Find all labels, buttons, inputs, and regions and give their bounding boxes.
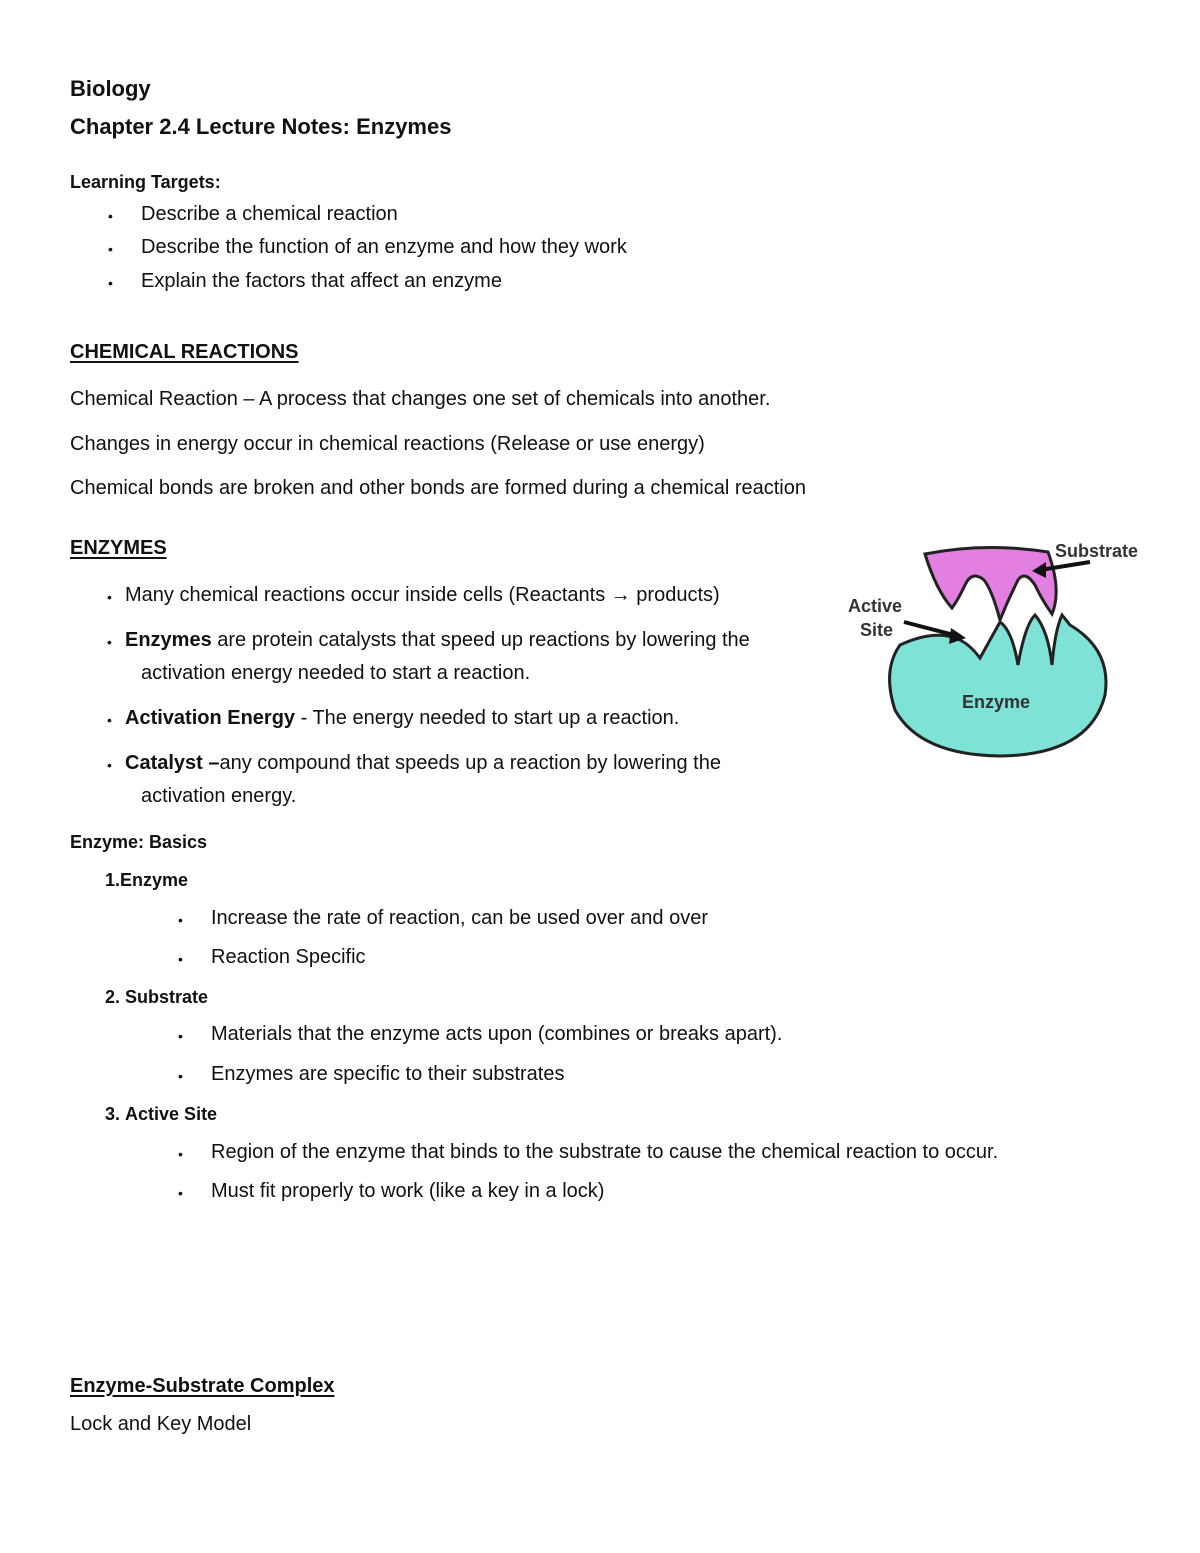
enzyme-label: Enzyme [962,692,1031,712]
term-activation-energy: Activation Energy [125,707,296,729]
list-item: Describe a chemical reaction [141,203,398,225]
course-title: Biology [70,76,151,101]
term-catalyst: Catalyst – [125,752,220,774]
basics-item-active-site [105,1104,217,1125]
active-site-label-line2: Site [860,620,894,640]
list-item: Reaction Specific [211,946,366,968]
substrate-label: Substrate [1055,541,1139,561]
chemical-reactions-heading: CHEMICAL REACTIONS [70,341,299,363]
bullet-icon: • [178,1068,183,1084]
bullet-icon: • [178,912,183,928]
list-item: Increase the rate of reaction, can be used over and over [211,907,708,929]
list-item: Describe the function of an enzyme and how they work [141,236,627,258]
list-item: Region of the enzyme that binds to the substrate to cause the chemical reaction to occur. [211,1141,999,1163]
enzymes-bullet-continuation: activation energy needed to start a reaction. [141,662,531,684]
bullet-icon: • [107,712,112,728]
active-site-label-line1: Active [848,596,903,616]
enzyme-shape [890,615,1106,756]
item-title: Enzyme [120,870,189,890]
item-number: 1. [105,870,121,890]
definition-text: - The energy needed to start up a reaction. [295,707,680,729]
item-number: 3. [105,1104,121,1124]
basics-item-enzyme [105,870,188,891]
item-title: Active Site [125,1104,218,1124]
basics-item-substrate [105,987,208,1008]
item-number: 2. [105,987,121,1007]
list-item: Explain the factors that affect an enzyme [141,270,502,292]
definition-text: are protein catalysts that speed up reactions by lowering the [211,629,750,651]
bullet-icon: • [178,1146,183,1162]
activation-energy-bullet [125,707,679,730]
chapter-title: Chapter 2.4 Lecture Notes: Enzymes [70,114,452,139]
substrate-shape [925,547,1056,620]
enzymes-bullet-reactions: Many chemical reactions occur inside cells (Reactants → products) [125,584,720,606]
list-item: Enzymes are specific to their substrates [211,1063,565,1085]
term-enzymes: Enzymes [125,629,212,651]
enzyme-substrate-diagram [840,530,1170,770]
bullet-icon: • [107,634,112,650]
item-title: Substrate [125,987,209,1007]
bullet-icon: • [108,241,113,257]
active-site-arrow [904,622,958,636]
enzymes-bullet-definition [125,629,750,652]
energy-changes-line: Changes in energy occur in chemical reactions (Release or use energy) [70,433,705,455]
bonds-line: Chemical bonds are broken and other bonds are formed during a chemical reaction [70,477,806,499]
chemical-reaction-definition: Chemical Reaction – A process that changes one set of chemicals into another. [70,388,771,410]
learning-targets-heading: Learning Targets: [70,172,221,192]
bullet-icon: • [108,275,113,291]
enzymes-heading: ENZYMES [70,537,167,559]
bullet-icon: • [178,1185,183,1201]
catalyst-continuation: activation energy. [141,785,297,807]
bullet-icon: • [108,208,113,224]
complex-heading: Enzyme-Substrate Complex [70,1375,335,1397]
complex-subtitle: Lock and Key Model [70,1413,252,1435]
bullet-icon: • [178,951,183,967]
definition-text: any compound that speeds up a reaction by lowering the [219,752,721,774]
bullet-icon: • [178,1028,183,1044]
basics-heading: Enzyme: Basics [70,832,208,852]
list-item: Must fit properly to work (like a key in a lock) [211,1180,605,1202]
list-item: Materials that the enzyme acts upon (combines or breaks apart). [211,1023,783,1045]
catalyst-bullet [125,752,721,775]
bullet-icon: • [107,589,112,605]
bullet-icon: • [107,757,112,773]
